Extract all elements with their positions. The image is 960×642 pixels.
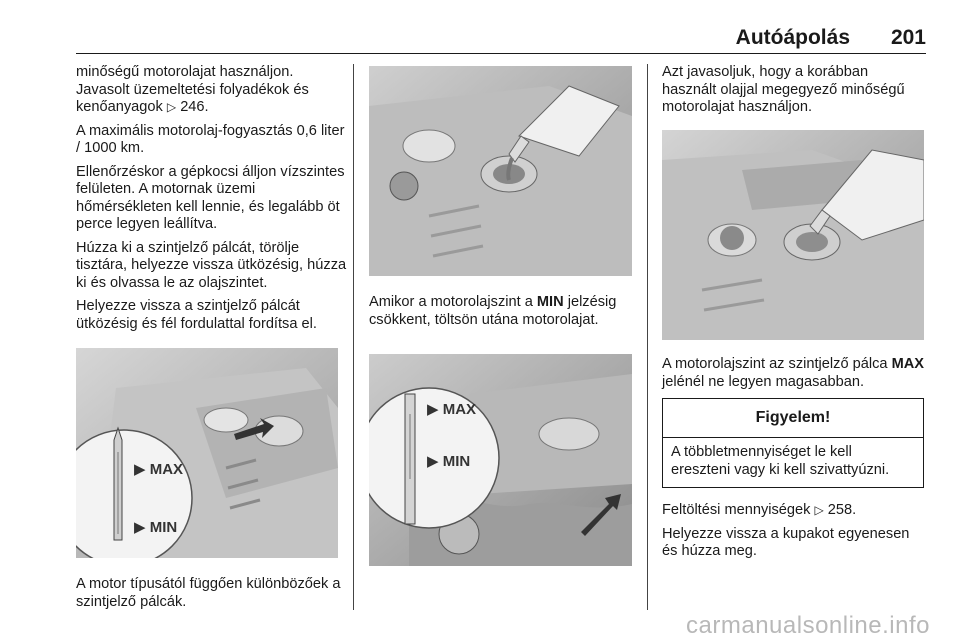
warning-body: A többletmennyiséget le kell ereszteni vagy ki kell szivattyúzni. xyxy=(671,444,890,478)
watermark: carmanualsonline.info xyxy=(686,612,930,639)
oil-filling-figure xyxy=(369,66,632,276)
column-2-text xyxy=(369,294,643,335)
column-3-closing xyxy=(662,502,926,567)
paragraph: Helyezze vissza a szintjelző pálcát ütközésig és fél fordulattal fordítsa el. xyxy=(76,298,317,332)
column-divider xyxy=(353,64,354,610)
max-marker-label: ▶ MAX xyxy=(427,401,477,418)
paragraph: Ellenőrzéskor a gépkocsi álljon vízszintes felületen. A motornak üzemi hőmérsékleten kell lennie, és legalább öt perce legyen leállítva. xyxy=(76,163,345,232)
paragraph: Feltöltési mennyiségek ▷ 258. xyxy=(662,502,857,518)
min-marker-label: ▶ MIN xyxy=(134,519,178,536)
reference-arrow-icon: ▷ xyxy=(814,503,824,517)
min-marker-label: ▶ MIN xyxy=(427,453,471,470)
paragraph: Húzza ki a szintjelző pálcát, törölje tisztára, helyezze vissza ütközésig, húzza ki és olvassa le az olajszintet. xyxy=(76,239,347,291)
warning-title: Figyelem! xyxy=(663,399,923,438)
reference-arrow-icon: ▷ xyxy=(166,100,177,114)
oil-bottle-figure xyxy=(662,130,924,340)
paragraph: minőségű motorolajat használjon. Javasolt üzemeltetési folyadékok és kenőanyagok ▷ 246. xyxy=(76,64,309,115)
column-3-intro xyxy=(662,64,926,123)
warning-box xyxy=(662,398,924,488)
paragraph: Helyezze vissza a kupakot egyenesen és húzza meg. xyxy=(662,525,910,559)
column-1-text xyxy=(76,64,348,339)
dipstick-closeup-figure xyxy=(369,354,632,566)
paragraph: A maximális motorolaj-fogyasztás 0,6 liter / 1000 km. xyxy=(76,122,345,156)
paragraph: Amikor a motorolajszint a MIN jelzésig csökkent, töltsön utána motorolajat. xyxy=(369,294,617,328)
header-divider xyxy=(76,53,926,54)
dipstick-figure xyxy=(76,348,338,558)
page-number: 201 xyxy=(890,26,926,49)
paragraph: Azt javasoljuk, hogy a korábban használt olajjal megegyező minőségű motorolajat használjon. xyxy=(662,64,905,115)
page-section-title: Autóápolás xyxy=(735,26,850,49)
paragraph: A motorolajszint az szintjelző pálca MAX jelénél ne legyen magasabban. xyxy=(662,356,924,390)
column-divider xyxy=(647,64,648,610)
oil-level-text xyxy=(662,356,926,397)
max-marker-label: ▶ MAX xyxy=(134,461,184,478)
figure-caption: A motor típusától függően különbözőek a szintjelző pálcák. xyxy=(76,576,341,610)
